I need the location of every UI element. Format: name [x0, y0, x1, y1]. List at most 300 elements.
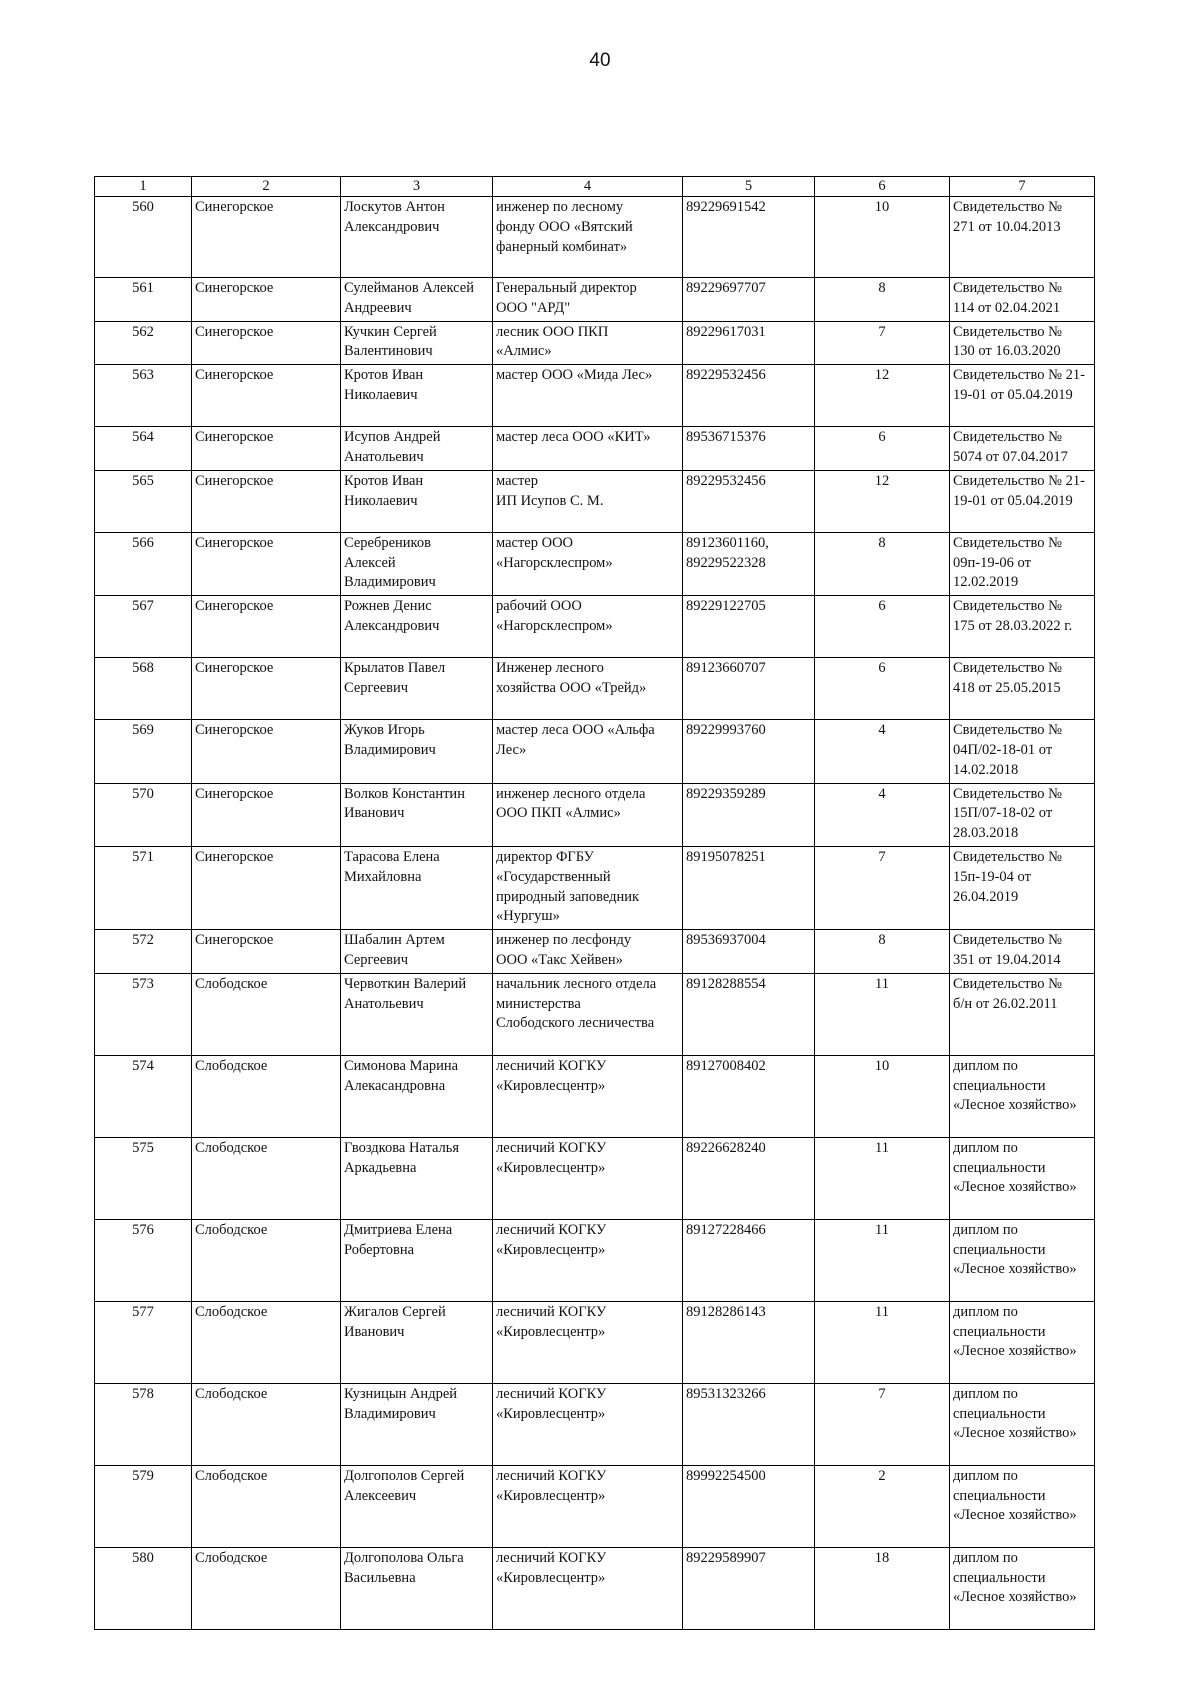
experience-cell	[815, 278, 950, 322]
document-cell-text: диплом по специальности «Лесное хозяйство»	[953, 1549, 1077, 1606]
row-number	[95, 1137, 192, 1219]
experience-cell-text: 11	[875, 1221, 889, 1238]
person-name-cell-text: Кузницын Андрей Владимирович	[344, 1385, 458, 1422]
row-number	[95, 197, 192, 278]
experience-cell	[815, 1137, 950, 1219]
position-cell-text: лесничий КОГКУ «Кировлесцентр»	[496, 1221, 607, 1258]
district-cell-text: Слободское	[195, 1057, 268, 1074]
phone-cell-text: 89127008402	[686, 1057, 766, 1074]
experience-cell	[815, 470, 950, 532]
phone-cell-text: 89229359289	[686, 785, 766, 802]
document-cell-text: диплом по специальности «Лесное хозяйство»	[953, 1303, 1077, 1360]
phone-cell	[683, 846, 815, 929]
phone-cell	[683, 783, 815, 846]
table-row	[95, 1219, 1095, 1301]
experience-cell	[815, 720, 950, 783]
position-cell	[493, 197, 683, 278]
table-row	[95, 365, 1095, 427]
experience-cell	[815, 197, 950, 278]
person-name-cell-text: Лоскутов Антон Александрович	[344, 199, 445, 235]
position-cell-text: мастер леса ООО «Альфа Лес»	[496, 722, 655, 758]
position-cell	[493, 365, 683, 427]
experience-cell	[815, 1301, 950, 1383]
row-number-text: 566	[132, 534, 154, 551]
row-number	[95, 427, 192, 471]
row-number-text: 560	[132, 199, 154, 215]
table-row	[95, 973, 1095, 1055]
position-cell	[493, 1465, 683, 1547]
position-cell	[493, 1301, 683, 1383]
position-cell	[493, 1137, 683, 1219]
person-name-cell	[341, 846, 493, 929]
row-number	[95, 596, 192, 658]
phone-cell-text: 89229122705	[686, 598, 766, 615]
district-cell-text: Слободское	[195, 1467, 268, 1484]
table-row	[95, 1137, 1095, 1219]
district-cell-text: Слободское	[195, 1303, 268, 1320]
phone-cell	[683, 1137, 815, 1219]
experience-cell-text: 2	[878, 1467, 886, 1484]
experience-cell-text: 10	[874, 1057, 890, 1074]
table-row	[95, 197, 1095, 278]
position-cell	[493, 1219, 683, 1301]
person-name-cell-text: Шабалин Артем Сергеевич	[344, 932, 445, 968]
document-cell	[950, 470, 1095, 532]
experience-cell-text: 7	[878, 323, 886, 340]
person-name-cell-text: Кротов Иван Николаевич	[344, 367, 424, 403]
document-cell	[950, 1219, 1095, 1301]
person-name-cell	[341, 720, 493, 783]
district-cell-text: Синегорское	[195, 367, 274, 384]
row-number-text: 570	[132, 785, 154, 802]
table-row	[95, 720, 1095, 783]
table-row	[95, 930, 1095, 974]
person-name-cell-text: Серебреников Алексей Владимирович	[344, 534, 436, 591]
document-cell	[950, 427, 1095, 471]
position-cell	[493, 846, 683, 929]
experience-cell	[815, 1383, 950, 1465]
experience-cell-text: 8	[878, 932, 886, 949]
document-cell	[950, 846, 1095, 929]
position-cell	[493, 720, 683, 783]
experience-cell	[815, 1547, 950, 1629]
position-cell	[493, 658, 683, 720]
experience-cell	[815, 846, 950, 929]
phone-cell-text: 89128288554	[686, 975, 766, 992]
document-cell-text: Свидетельство № 351 от 19.04.2014	[953, 932, 1062, 968]
row-number-text: 571	[132, 848, 154, 865]
row-number	[95, 658, 192, 720]
district-cell	[192, 783, 341, 846]
experience-cell-text: 11	[875, 975, 889, 992]
position-cell	[493, 278, 683, 322]
person-name-cell-text: Симонова Марина Алекасандровна	[344, 1057, 459, 1094]
position-cell-text: мастер ООО «Мида Лес»	[496, 367, 653, 384]
phone-cell	[683, 658, 815, 720]
page-number: 40	[589, 50, 611, 71]
district-cell-text: Синегорское	[195, 848, 274, 865]
document-cell-text: Свидетельство № 04П/02-18-01 от 14.02.2018	[953, 722, 1062, 778]
experience-cell-text: 10	[874, 199, 890, 215]
header-cell: 2	[192, 177, 341, 197]
row-number-text: 575	[132, 1139, 154, 1156]
district-cell	[192, 427, 341, 471]
experience-cell-text: 12	[874, 472, 890, 489]
document-cell	[950, 1137, 1095, 1219]
experience-cell-text: 11	[875, 1139, 889, 1156]
document-cell-text: Свидетельство № 114 от 02.04.2021	[953, 280, 1062, 316]
row-number-text: 562	[132, 323, 154, 340]
phone-cell	[683, 1465, 815, 1547]
row-number	[95, 365, 192, 427]
table-row	[95, 427, 1095, 471]
person-name-cell	[341, 427, 493, 471]
document-cell-text: диплом по специальности «Лесное хозяйство»	[953, 1467, 1077, 1524]
document-cell	[950, 278, 1095, 322]
district-cell	[192, 1219, 341, 1301]
row-number	[95, 1465, 192, 1547]
district-cell	[192, 365, 341, 427]
phone-cell-text: 89229589907	[686, 1549, 766, 1566]
phone-cell-text: 89127228466	[686, 1221, 766, 1238]
district-cell	[192, 278, 341, 322]
district-cell-text: Слободское	[195, 1385, 268, 1402]
experience-cell	[815, 532, 950, 595]
phone-cell-text: 89128286143	[686, 1303, 766, 1320]
person-name-cell	[341, 278, 493, 322]
row-number-text: 576	[132, 1221, 154, 1238]
experience-cell-text: 11	[875, 1303, 889, 1320]
document-cell	[950, 973, 1095, 1055]
phone-cell	[683, 1219, 815, 1301]
phone-cell	[683, 973, 815, 1055]
experience-cell-text: 12	[874, 367, 890, 384]
experience-cell	[815, 596, 950, 658]
experience-cell-text: 6	[878, 598, 886, 615]
document-cell-text: Свидетельство № 418 от 25.05.2015	[953, 660, 1062, 696]
position-cell	[493, 532, 683, 595]
person-name-cell	[341, 321, 493, 365]
position-cell	[493, 930, 683, 974]
document-cell-text: Свидетельство № 175 от 28.03.2022 г.	[953, 598, 1073, 634]
person-name-cell-text: Червоткин Валерий Анатольевич	[344, 975, 467, 1012]
person-name-cell-text: Тарасова Елена Михайловна	[344, 848, 440, 885]
phone-cell	[683, 1055, 815, 1137]
person-name-cell	[341, 470, 493, 532]
row-number-text: 569	[132, 722, 154, 739]
table-row	[95, 532, 1095, 595]
row-number-text: 567	[132, 598, 154, 615]
table-row	[95, 470, 1095, 532]
district-cell	[192, 1465, 341, 1547]
document-cell-text: диплом по специальности «Лесное хозяйство»	[953, 1139, 1077, 1196]
person-name-cell	[341, 1219, 493, 1301]
person-name-cell	[341, 973, 493, 1055]
table-row	[95, 658, 1095, 720]
phone-cell	[683, 596, 815, 658]
position-cell-text: мастер леса ООО «КИТ»	[496, 429, 651, 446]
person-name-cell-text: Кротов Иван Николаевич	[344, 472, 424, 509]
experience-cell-text: 8	[878, 534, 886, 551]
row-number	[95, 321, 192, 365]
position-cell-text: лесник ООО ПКП «Алмис»	[496, 323, 609, 360]
table-row	[95, 1383, 1095, 1465]
person-name-cell-text: Гвоздкова Наталья Аркадьевна	[344, 1139, 460, 1176]
position-cell	[493, 973, 683, 1055]
row-number-text: 572	[132, 932, 154, 949]
table-row	[95, 1301, 1095, 1383]
position-cell-text: лесничий КОГКУ «Кировлесцентр»	[496, 1139, 607, 1176]
position-cell	[493, 596, 683, 658]
phone-cell	[683, 365, 815, 427]
row-number-text: 573	[132, 975, 154, 992]
document-cell	[950, 321, 1095, 365]
experience-cell	[815, 1219, 950, 1301]
phone-cell-text: 89992254500	[686, 1467, 766, 1484]
document-cell	[950, 1547, 1095, 1629]
district-cell-text: Слободское	[195, 1139, 268, 1156]
district-cell	[192, 1137, 341, 1219]
row-number-text: 564	[132, 429, 154, 446]
row-number-text: 579	[132, 1467, 154, 1484]
person-name-cell	[341, 1301, 493, 1383]
phone-cell	[683, 1547, 815, 1629]
header-cell: 5	[683, 177, 815, 197]
position-cell-text: инженер по лесфонду ООО «Такс Хейвен»	[496, 932, 632, 968]
table-row	[95, 783, 1095, 846]
phone-cell-text: 89195078251	[686, 848, 766, 865]
document-cell-text: Свидетельство № 5074 от 07.04.2017	[953, 429, 1068, 465]
row-number-text: 568	[132, 660, 154, 677]
person-name-cell-text: Сулейманов Алексей Андреевич	[344, 280, 474, 316]
row-number-text: 577	[132, 1303, 154, 1320]
district-cell	[192, 1547, 341, 1629]
phone-cell	[683, 470, 815, 532]
position-cell	[493, 427, 683, 471]
district-cell-text: Синегорское	[195, 280, 274, 296]
person-name-cell-text: Долгополова Ольга Васильевна	[344, 1549, 464, 1586]
person-name-cell	[341, 1137, 493, 1219]
document-cell-text: Свидетельство № 21- 19-01 от 05.04.2019	[953, 367, 1085, 403]
experience-cell	[815, 427, 950, 471]
position-cell-text: инженер лесного отдела ООО ПКП «Алмис»	[496, 785, 646, 822]
phone-cell-text: 89536715376	[686, 429, 766, 446]
district-cell	[192, 321, 341, 365]
position-cell-text: лесничий КОГКУ «Кировлесцентр»	[496, 1385, 607, 1422]
position-cell-text: лесничий КОГКУ «Кировлесцентр»	[496, 1549, 607, 1586]
position-cell-text: Генеральный директор ООО "АРД"	[496, 280, 637, 316]
district-cell-text: Синегорское	[195, 199, 274, 215]
district-cell-text: Синегорское	[195, 429, 274, 446]
document-cell	[950, 1055, 1095, 1137]
district-cell	[192, 973, 341, 1055]
row-number-text: 580	[132, 1549, 154, 1566]
position-cell	[493, 1383, 683, 1465]
experience-cell-text: 18	[874, 1549, 890, 1566]
person-name-cell-text: Рожнев Денис Александрович	[344, 598, 440, 634]
person-name-cell	[341, 783, 493, 846]
district-cell-text: Слободское	[195, 1221, 268, 1238]
document-cell-text: Свидетельство № б/н от 26.02.2011	[953, 975, 1062, 1012]
phone-cell-text: 89229617031	[686, 323, 766, 340]
table-row	[95, 596, 1095, 658]
row-number	[95, 1219, 192, 1301]
district-cell-text: Синегорское	[195, 534, 274, 551]
phone-cell-text: 89531323266	[686, 1385, 766, 1402]
district-cell	[192, 596, 341, 658]
person-name-cell	[341, 197, 493, 278]
district-cell	[192, 470, 341, 532]
header-row	[95, 177, 1095, 197]
district-cell-text: Слободское	[195, 975, 268, 992]
document-cell-text: Свидетельство № 130 от 16.03.2020	[953, 323, 1062, 360]
district-cell	[192, 658, 341, 720]
experience-cell	[815, 783, 950, 846]
experience-cell-text: 7	[878, 1385, 886, 1402]
position-cell-text: мастер ООО «Нагорсклеспром»	[496, 534, 613, 571]
phone-cell-text: 89229532456	[686, 472, 766, 489]
header-cell: 3	[341, 177, 493, 197]
district-cell	[192, 532, 341, 595]
district-cell-text: Синегорское	[195, 932, 274, 949]
district-cell-text: Синегорское	[195, 722, 274, 739]
phone-cell	[683, 427, 815, 471]
position-cell	[493, 1547, 683, 1629]
document-cell	[950, 1465, 1095, 1547]
document-cell	[950, 783, 1095, 846]
phone-cell-text: 89229993760	[686, 722, 766, 739]
position-cell-text: лесничий КОГКУ «Кировлесцентр»	[496, 1057, 607, 1094]
person-name-cell-text: Волков Константин Иванович	[344, 785, 465, 822]
registry-table	[94, 176, 1095, 1630]
experience-cell	[815, 365, 950, 427]
document-cell-text: диплом по специальности «Лесное хозяйство»	[953, 1057, 1077, 1114]
row-number	[95, 1301, 192, 1383]
phone-cell-text: 89229691542	[686, 199, 766, 215]
document-cell	[950, 1383, 1095, 1465]
document-cell	[950, 658, 1095, 720]
table-row	[95, 1055, 1095, 1137]
district-cell-text: Синегорское	[195, 323, 274, 340]
row-number	[95, 973, 192, 1055]
person-name-cell	[341, 1383, 493, 1465]
person-name-cell-text: Кучкин Сергей Валентинович	[344, 323, 437, 360]
experience-cell-text: 6	[878, 660, 886, 677]
header-cell: 7	[950, 177, 1095, 197]
person-name-cell-text: Крылатов Павел Сергеевич	[344, 660, 446, 696]
experience-cell-text: 8	[878, 280, 886, 296]
district-cell	[192, 720, 341, 783]
district-cell	[192, 197, 341, 278]
person-name-cell-text: Долгополов Сергей Алексеевич	[344, 1467, 465, 1504]
person-name-cell	[341, 365, 493, 427]
document-cell	[950, 532, 1095, 595]
district-cell	[192, 930, 341, 974]
district-cell-text: Синегорское	[195, 785, 274, 802]
experience-cell-text: 4	[878, 722, 886, 739]
position-cell	[493, 321, 683, 365]
district-cell-text: Слободское	[195, 1549, 268, 1566]
document-cell-text: Свидетельство № 21- 19-01 от 05.04.2019	[953, 472, 1085, 509]
position-cell	[493, 783, 683, 846]
experience-cell-text: 4	[878, 785, 886, 802]
row-number-text: 574	[132, 1057, 154, 1074]
experience-cell	[815, 321, 950, 365]
experience-cell	[815, 973, 950, 1055]
document-cell	[950, 930, 1095, 974]
position-cell-text: рабочий ООО «Нагорсклеспром»	[496, 598, 613, 634]
phone-cell	[683, 321, 815, 365]
phone-cell	[683, 1383, 815, 1465]
person-name-cell-text: Жигалов Сергей Иванович	[344, 1303, 446, 1340]
row-number-text: 565	[132, 472, 154, 489]
district-cell	[192, 1055, 341, 1137]
experience-cell	[815, 1055, 950, 1137]
row-number	[95, 470, 192, 532]
phone-cell	[683, 1301, 815, 1383]
table-row	[95, 1547, 1095, 1629]
person-name-cell	[341, 1055, 493, 1137]
person-name-cell	[341, 532, 493, 595]
phone-cell	[683, 278, 815, 322]
row-number	[95, 846, 192, 929]
district-cell	[192, 1301, 341, 1383]
table-row	[95, 321, 1095, 365]
row-number-text: 578	[132, 1385, 154, 1402]
document-cell	[950, 1301, 1095, 1383]
table-row	[95, 278, 1095, 322]
phone-cell-text: 89229532456	[686, 367, 766, 384]
header-cell: 4	[493, 177, 683, 197]
phone-cell-text: 89536937004	[686, 932, 766, 949]
position-cell-text: лесничий КОГКУ «Кировлесцентр»	[496, 1467, 607, 1504]
person-name-cell	[341, 658, 493, 720]
row-number	[95, 783, 192, 846]
row-number	[95, 930, 192, 974]
phone-cell-text: 89229697707	[686, 280, 766, 296]
row-number	[95, 278, 192, 322]
person-name-cell	[341, 1547, 493, 1629]
document-cell	[950, 365, 1095, 427]
experience-cell-text: 7	[878, 848, 886, 865]
position-cell-text: директор ФГБУ «Государственный природный заповедник «Нургуш»	[496, 848, 640, 925]
person-name-cell	[341, 1465, 493, 1547]
document-cell-text: Свидетельство № 15П/07-18-02 от 28.03.2018	[953, 785, 1062, 842]
phone-cell	[683, 720, 815, 783]
document-cell-text: Свидетельство № 09п-19-06 от 12.02.2019	[953, 534, 1062, 591]
header-cell: 6	[815, 177, 950, 197]
row-number	[95, 532, 192, 595]
row-number	[95, 720, 192, 783]
person-name-cell-text: Жуков Игорь Владимирович	[344, 722, 436, 758]
table-row	[95, 846, 1095, 929]
document-cell-text: Свидетельство № 15п-19-04 от 26.04.2019	[953, 848, 1062, 905]
position-cell-text: начальник лесного отдела министерства Слободского лесничества	[496, 975, 657, 1032]
header-cell: 1	[95, 177, 192, 197]
experience-cell	[815, 1465, 950, 1547]
position-cell	[493, 1055, 683, 1137]
person-name-cell	[341, 930, 493, 974]
district-cell-text: Синегорское	[195, 598, 274, 615]
row-number-text: 561	[132, 280, 154, 296]
person-name-cell	[341, 596, 493, 658]
document-cell	[950, 596, 1095, 658]
experience-cell	[815, 930, 950, 974]
position-cell	[493, 470, 683, 532]
phone-cell	[683, 930, 815, 974]
person-name-cell-text: Дмитриева Елена Робертовна	[344, 1221, 453, 1258]
district-cell	[192, 1383, 341, 1465]
